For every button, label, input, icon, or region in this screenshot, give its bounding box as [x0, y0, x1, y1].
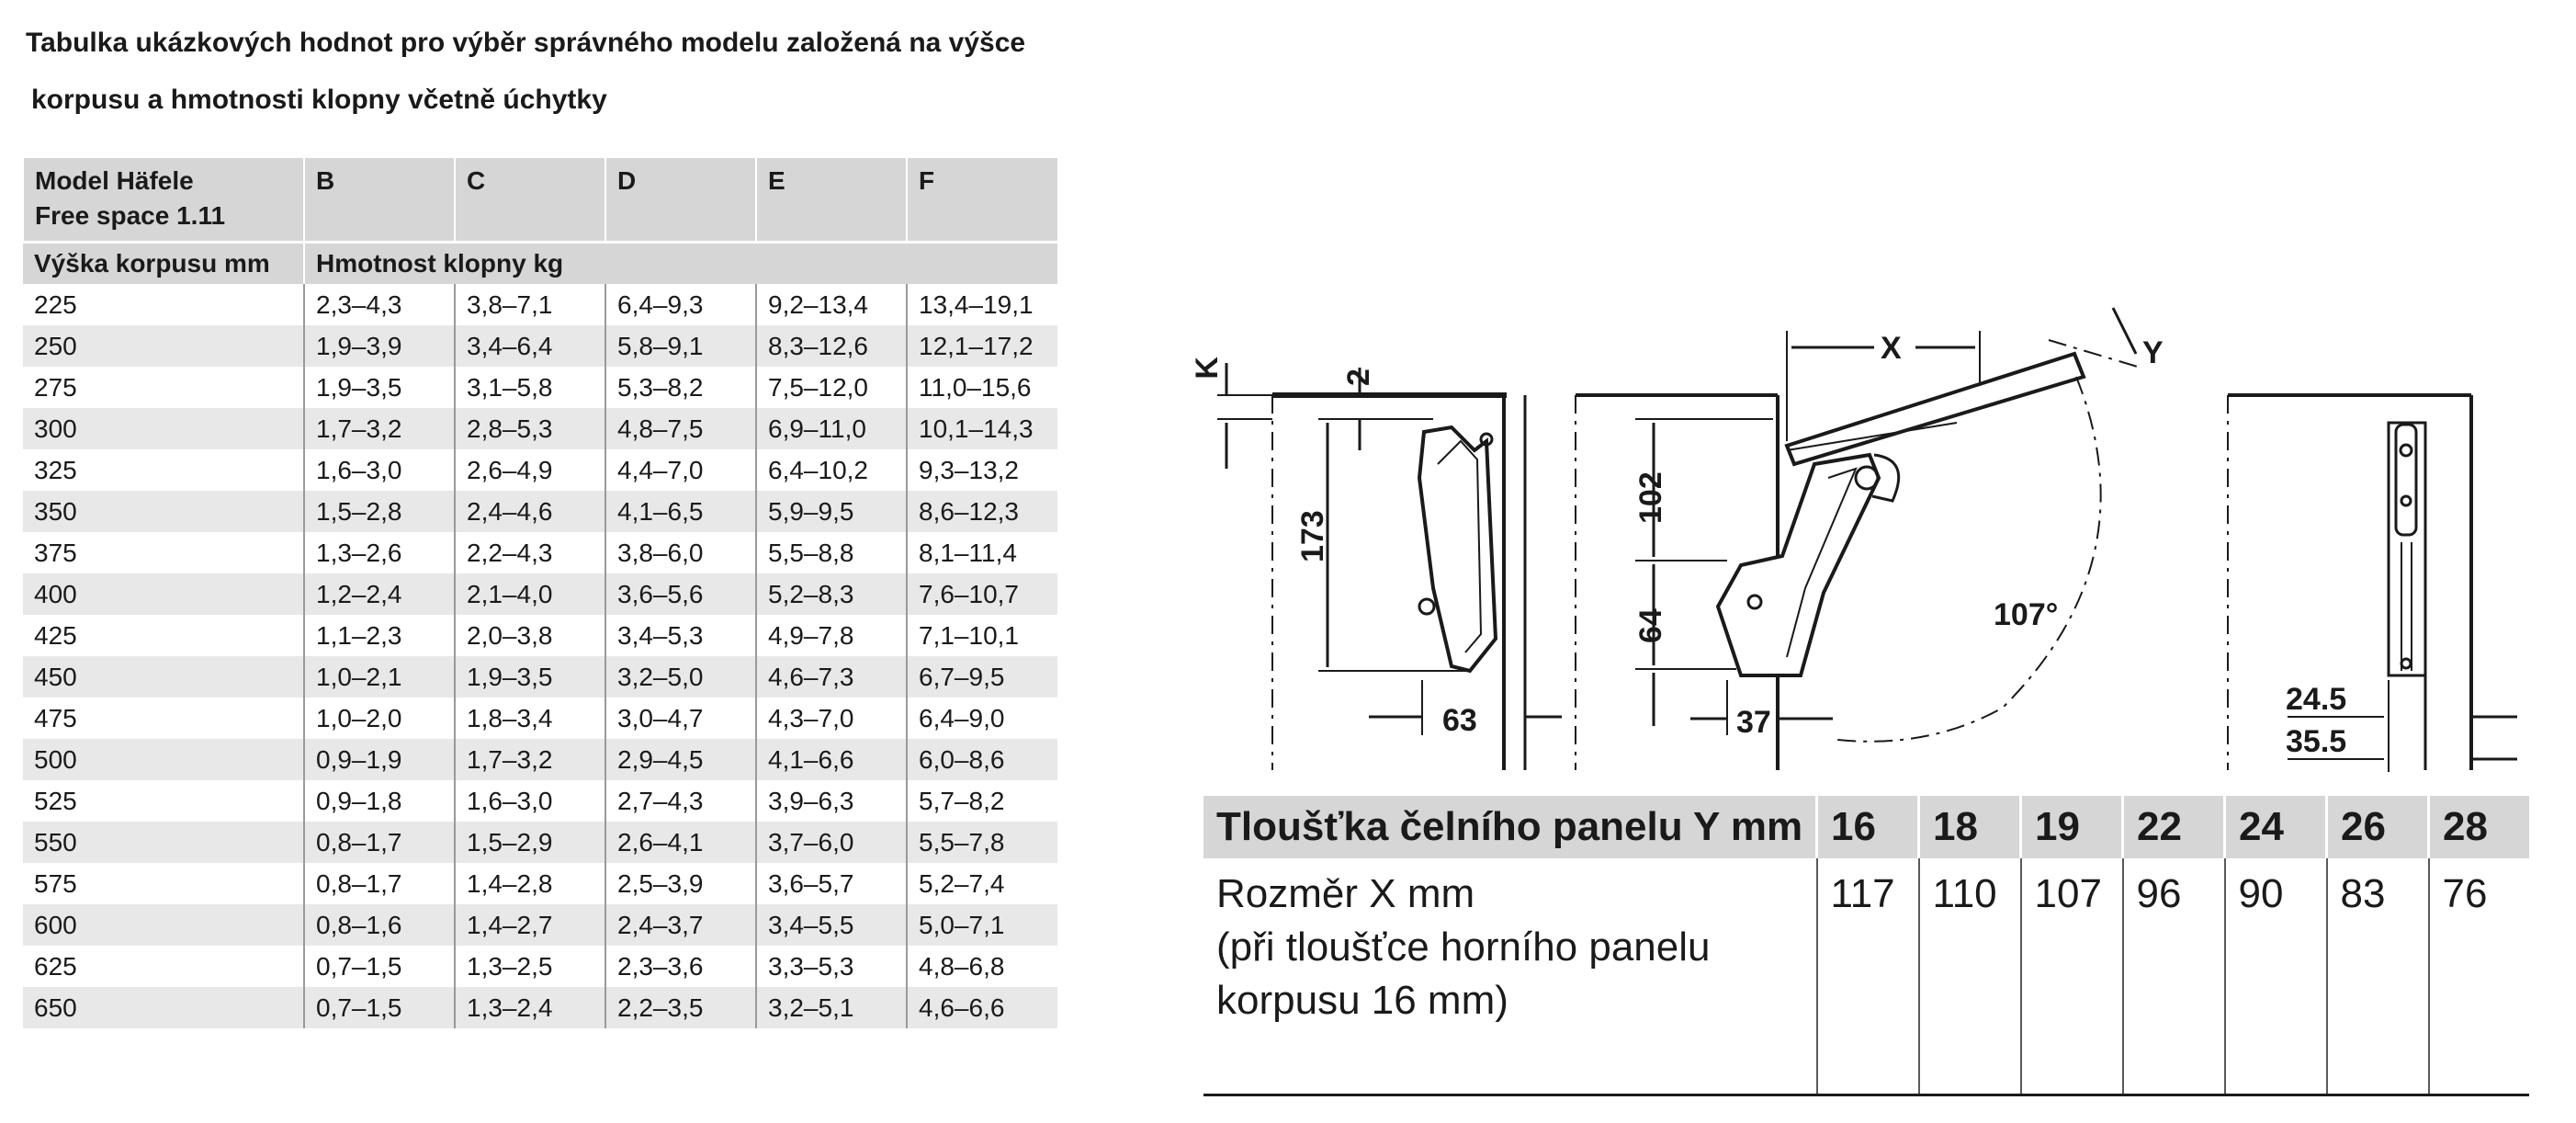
- dim-label-x: X: [1881, 331, 1902, 366]
- weight-cell: 7,1–10,1: [907, 615, 1057, 656]
- table-row: [23, 739, 1057, 780]
- weight-cell: 3,6–5,6: [605, 573, 756, 615]
- weight-cell: 11,0–15,6: [907, 367, 1057, 408]
- weight-cell: 9,3–13,2: [907, 449, 1057, 491]
- weight-cell: 2,2–4,3: [455, 532, 605, 573]
- weight-cell: 1,9–3,9: [304, 325, 455, 367]
- weight-cell: 1,9–3,5: [304, 367, 455, 408]
- weight-cell: 3,9–6,3: [756, 780, 907, 822]
- weight-cell: 2,3–3,6: [605, 946, 756, 987]
- weight-cell: 2,5–3,9: [605, 863, 756, 904]
- weight-cell: 1,3–2,6: [304, 532, 455, 573]
- table-row: [23, 822, 1057, 863]
- weight-cell: 3,4–6,4: [455, 325, 605, 367]
- weight-cell: 1,7–3,2: [455, 739, 605, 780]
- weight-cell: 4,8–6,8: [907, 946, 1057, 987]
- weight-cell: 1,4–2,8: [455, 863, 605, 904]
- dimension-x-cell: 90: [2225, 858, 2327, 1095]
- weight-cell: 4,9–7,8: [756, 615, 907, 656]
- weight-cell: 0,9–1,8: [304, 780, 455, 822]
- table-row: [23, 698, 1057, 739]
- weight-cell: 0,8–1,6: [304, 904, 455, 946]
- hinge-drawing: [1185, 294, 2526, 790]
- header-cell: B: [304, 158, 455, 243]
- height-cell: 250: [23, 325, 304, 367]
- weight-cell: 2,8–5,3: [455, 408, 605, 449]
- table-row: [23, 532, 1057, 573]
- weight-cell: 0,8–1,7: [304, 822, 455, 863]
- weight-cell: 0,8–1,7: [304, 863, 455, 904]
- weight-table: [22, 158, 1057, 1028]
- table-title-line-1: Tabulka ukázkových hodnot pro výběr správného modelu založená na výšce: [26, 28, 1026, 58]
- height-cell: 500: [23, 739, 304, 780]
- header-cell: C: [455, 158, 605, 243]
- table-row: [23, 987, 1057, 1028]
- thickness-cell: 19: [2021, 796, 2123, 858]
- weight-cell: 4,6–6,6: [907, 987, 1057, 1028]
- header-cell: D: [605, 158, 756, 243]
- weight-cell: 6,0–8,6: [907, 739, 1057, 780]
- weight-cell: 12,1–17,2: [907, 325, 1057, 367]
- weight-cell: 1,7–3,2: [304, 408, 455, 449]
- dim-label-173: 173: [1295, 510, 1330, 562]
- weight-cell: 3,8–7,1: [455, 284, 605, 325]
- weight-cell: 8,3–12,6: [756, 325, 907, 367]
- thickness-cell: 16: [1817, 796, 1919, 858]
- weight-cell: 7,5–12,0: [756, 367, 907, 408]
- weight-cell: 1,1–2,3: [304, 615, 455, 656]
- height-cell: 400: [23, 573, 304, 615]
- weight-cell: 1,2–2,4: [304, 573, 455, 615]
- dimension-x-cell: 117: [1817, 858, 1919, 1095]
- weight-cell: 2,6–4,1: [605, 822, 756, 863]
- height-cell: 425: [23, 615, 304, 656]
- weight-cell: 3,3–5,3: [756, 946, 907, 987]
- weight-cell: 3,6–5,7: [756, 863, 907, 904]
- weight-cell: 6,7–9,5: [907, 656, 1057, 698]
- weight-cell: 1,5–2,9: [455, 822, 605, 863]
- dim-label-37: 37: [1736, 705, 1771, 740]
- table-row: [23, 904, 1057, 946]
- weight-cell: 4,3–7,0: [756, 698, 907, 739]
- table-row: [23, 615, 1057, 656]
- angle-label-107: 107°: [1994, 597, 2059, 632]
- weight-cell: 0,9–1,9: [304, 739, 455, 780]
- weight-cell: 2,4–4,6: [455, 491, 605, 532]
- height-cell: 325: [23, 449, 304, 491]
- weight-cell: 8,1–11,4: [907, 532, 1057, 573]
- dim-label-64: 64: [1633, 608, 1668, 643]
- weight-cell: 2,0–3,8: [455, 615, 605, 656]
- weight-cell: 5,2–7,4: [907, 863, 1057, 904]
- weight-cell: 6,4–10,2: [756, 449, 907, 491]
- table-row: [23, 325, 1057, 367]
- thickness-cell: 26: [2327, 796, 2429, 858]
- weight-cell: 1,9–3,5: [455, 656, 605, 698]
- weight-cell: 5,5–8,8: [756, 532, 907, 573]
- weight-cell: 1,4–2,7: [455, 904, 605, 946]
- weight-cell: 13,4–19,1: [907, 284, 1057, 325]
- weight-cell: 4,6–7,3: [756, 656, 907, 698]
- weight-cell: 3,7–6,0: [756, 822, 907, 863]
- weight-cell: 2,9–4,5: [605, 739, 756, 780]
- weight-cell: 2,1–4,0: [455, 573, 605, 615]
- table-row: [23, 780, 1057, 822]
- weight-cell: 0,7–1,5: [304, 987, 455, 1028]
- weight-cell: 2,3–4,3: [304, 284, 455, 325]
- weight-cell: 2,6–4,9: [455, 449, 605, 491]
- subheader-height: Výška korpusu mm: [23, 243, 304, 285]
- weight-cell: 9,2–13,4: [756, 284, 907, 325]
- height-cell: 350: [23, 491, 304, 532]
- dim-label-35-5: 35.5: [2286, 724, 2347, 759]
- weight-cell: 5,7–8,2: [907, 780, 1057, 822]
- header-cell: Model Häfele Free space 1.11: [23, 158, 304, 243]
- height-cell: 450: [23, 656, 304, 698]
- weight-cell: 2,4–3,7: [605, 904, 756, 946]
- table-row: [23, 449, 1057, 491]
- weight-cell: 1,6–3,0: [455, 780, 605, 822]
- table-row: [23, 284, 1057, 325]
- weight-cell: 4,1–6,5: [605, 491, 756, 532]
- table-row: [23, 656, 1057, 698]
- weight-cell: 3,2–5,0: [605, 656, 756, 698]
- weight-cell: 0,7–1,5: [304, 946, 455, 987]
- dim-label-102: 102: [1633, 471, 1668, 524]
- dimension-x-cell: 76: [2429, 858, 2530, 1095]
- weight-cell: 4,4–7,0: [605, 449, 756, 491]
- weight-table-subheader: [23, 243, 1057, 285]
- dimension-x-cell: 83: [2327, 858, 2429, 1095]
- thickness-cell: 22: [2123, 796, 2225, 858]
- weight-cell: 3,2–5,1: [756, 987, 907, 1028]
- weight-cell: 3,8–6,0: [605, 532, 756, 573]
- dim-label-63: 63: [1442, 703, 1477, 738]
- height-cell: 525: [23, 780, 304, 822]
- height-cell: 650: [23, 987, 304, 1028]
- panel-thickness-header: Tloušťka čelního panelu Y mm: [1203, 796, 1817, 858]
- weight-cell: 2,7–4,3: [605, 780, 756, 822]
- dimension-x-cell: 107: [2021, 858, 2123, 1095]
- table-row: [23, 367, 1057, 408]
- dim-label-24-5: 24.5: [2286, 682, 2347, 717]
- weight-cell: 6,9–11,0: [756, 408, 907, 449]
- weight-cell: 1,3–2,4: [455, 987, 605, 1028]
- dimension-x-cell: 110: [1919, 858, 2021, 1095]
- table-row: [23, 491, 1057, 532]
- weight-cell: 6,4–9,3: [605, 284, 756, 325]
- dimension-x-label-line-3: korpusu 16 mm): [1216, 978, 1508, 1023]
- dim-label-2: 2: [1341, 369, 1376, 386]
- weight-cell: 5,2–8,3: [756, 573, 907, 615]
- weight-cell: 1,6–3,0: [304, 449, 455, 491]
- height-cell: 300: [23, 408, 304, 449]
- weight-cell: 5,9–9,5: [756, 491, 907, 532]
- weight-cell: 5,0–7,1: [907, 904, 1057, 946]
- weight-cell: 1,8–3,4: [455, 698, 605, 739]
- panel-thickness-table: [1203, 796, 2529, 1096]
- dim-label-k: K: [1190, 357, 1225, 380]
- weight-cell: 3,0–4,7: [605, 698, 756, 739]
- weight-cell: 7,6–10,7: [907, 573, 1057, 615]
- table-row: [23, 408, 1057, 449]
- table-row: [23, 573, 1057, 615]
- dim-label-y: Y: [2142, 335, 2164, 370]
- weight-cell: 5,8–9,1: [605, 325, 756, 367]
- thickness-cell: 28: [2429, 796, 2530, 858]
- weight-table-header: [23, 158, 1057, 243]
- weight-cell: 3,4–5,3: [605, 615, 756, 656]
- weight-cell: 3,1–5,8: [455, 367, 605, 408]
- header-cell: E: [756, 158, 907, 243]
- table-title-line-2: korpusu a hmotnosti klopny včetně úchytky: [31, 85, 607, 115]
- weight-cell: 1,3–2,5: [455, 946, 605, 987]
- thickness-cell: 18: [1919, 796, 2021, 858]
- weight-cell: 4,8–7,5: [605, 408, 756, 449]
- subheader-weight: Hmotnost klopny kg: [304, 243, 1057, 285]
- height-cell: 625: [23, 946, 304, 987]
- height-cell: 575: [23, 863, 304, 904]
- height-cell: 600: [23, 904, 304, 946]
- table-row: [23, 946, 1057, 987]
- weight-cell: 1,0–2,0: [304, 698, 455, 739]
- dimension-x-label-line-2: (při tloušťce horního panelu: [1216, 924, 1711, 970]
- weight-cell: 2,2–3,5: [605, 987, 756, 1028]
- height-cell: 225: [23, 284, 304, 325]
- thickness-cell: 24: [2225, 796, 2327, 858]
- weight-cell: 1,5–2,8: [304, 491, 455, 532]
- table-row: [23, 863, 1057, 904]
- height-cell: 475: [23, 698, 304, 739]
- weight-cell: 8,6–12,3: [907, 491, 1057, 532]
- height-cell: 275: [23, 367, 304, 408]
- height-cell: 375: [23, 532, 304, 573]
- dimension-x-label-line-1: Rozměr X mm: [1216, 871, 1475, 916]
- weight-cell: 1,0–2,1: [304, 656, 455, 698]
- weight-cell: 5,3–8,2: [605, 367, 756, 408]
- dimension-x-label: [1203, 858, 1817, 1095]
- dimension-x-cell: 96: [2123, 858, 2225, 1095]
- header-cell: F: [907, 158, 1057, 243]
- weight-cell: 6,4–9,0: [907, 698, 1057, 739]
- weight-cell: 5,5–7,8: [907, 822, 1057, 863]
- weight-cell: 4,1–6,6: [756, 739, 907, 780]
- height-cell: 550: [23, 822, 304, 863]
- weight-cell: 10,1–14,3: [907, 408, 1057, 449]
- weight-cell: 3,4–5,5: [756, 904, 907, 946]
